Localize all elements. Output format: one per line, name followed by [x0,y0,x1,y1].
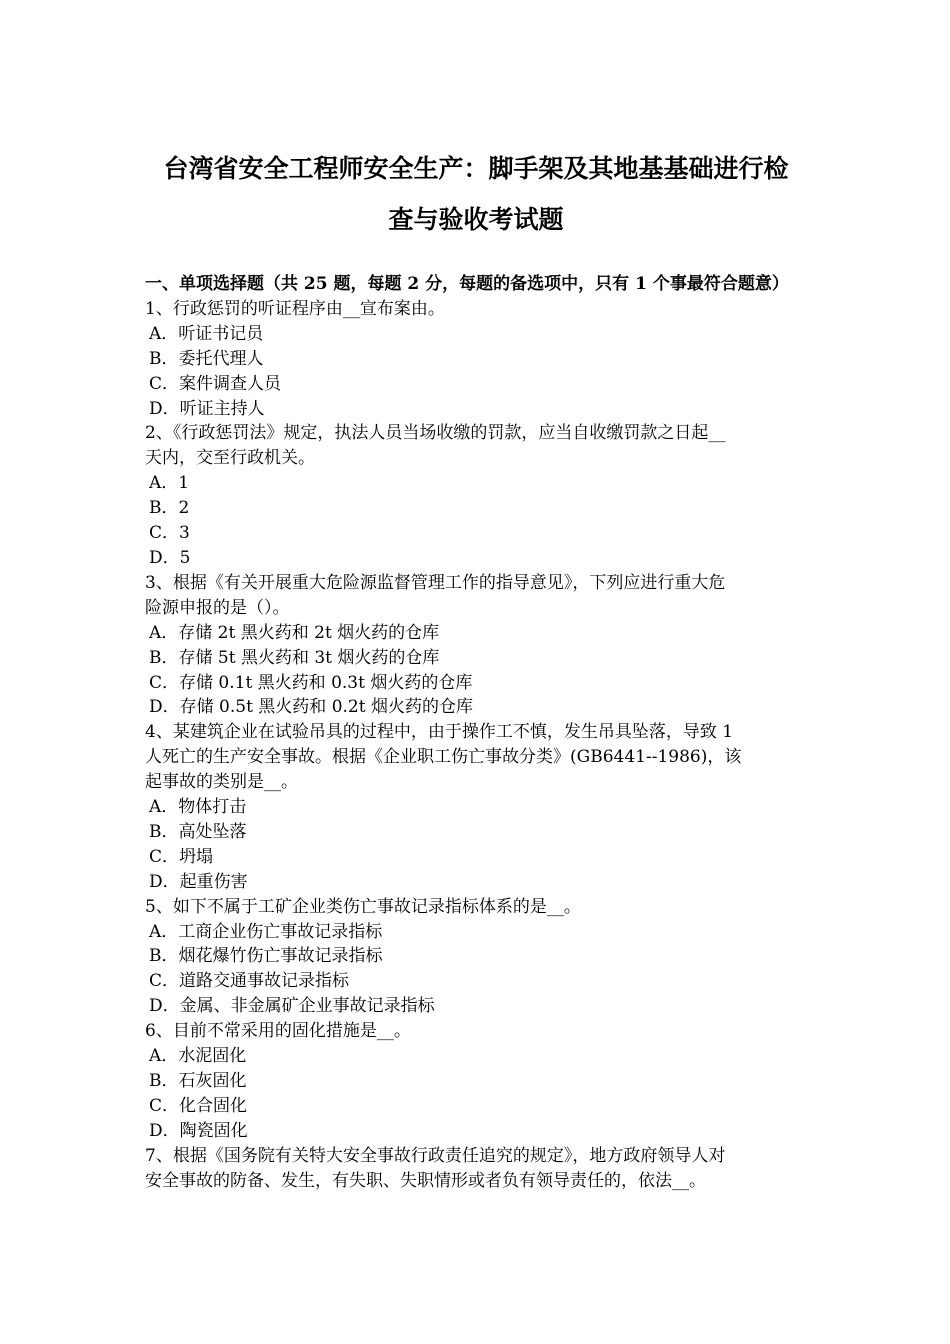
question-text-line: 6、目前不常采用的固化措施是__。 [145,1021,411,1042]
answer-option: D．金属、非金属矿企业事故记录指标 [149,996,435,1017]
question-4 [145,720,807,894]
question-text-line: 人死亡的生产安全事故。根据《企业职工伤亡事故分类》(GB6441--1986)，该 [145,747,742,768]
question-text-line: 2、《行政惩罚法》规定，执法人员当场收缴的罚款，应当自收缴罚款之日起__ [145,423,726,444]
answer-option: C．3 [149,523,190,544]
document-body [145,272,807,1194]
answer-option: D．听证主持人 [149,398,265,419]
answer-option: A．存储 2t 黑火药和 2t 烟火药的仓库 [149,622,440,643]
answer-option: C．化合固化 [149,1095,248,1116]
question-text-line: 5、如下不属于工矿企业类伤亡事故记录指标体系的是__。 [145,896,581,917]
question-2 [145,421,807,570]
answer-option: A．1 [149,473,190,494]
answer-option: A．工商企业伤亡事故记录指标 [149,921,383,942]
question-text-line: 3、根据《有关开展重大危险源监督管理工作的指导意见》，下列应进行重大危 [145,572,726,593]
question-7 [145,1144,807,1194]
document-title-line-1: 台湾省安全工程师安全生产：脚手架及其地基基础进行检 [163,154,789,183]
question-6 [145,1019,807,1144]
document-title-line-2: 查与验收考试题 [388,205,564,234]
question-3 [145,571,807,720]
question-1 [145,297,807,422]
answer-option: D．陶瓷固化 [149,1120,248,1141]
answer-option: D．起重伤害 [149,871,248,892]
answer-option: B．2 [149,498,190,519]
answer-option: A．物体打击 [149,797,247,818]
answer-option: C．道路交通事故记录指标 [149,971,350,992]
question-list [145,297,807,1194]
question-text-line: 7、根据《国务院有关特大安全事故行政责任追究的规定》，地方政府领导人对 [145,1145,726,1166]
answer-option: D．存储 0.5t 黑火药和 0.2t 烟火药的仓库 [149,697,473,718]
section-heading: 一、单项选择题（共 25 题，每题 2 分，每题的备选项中，只有 1 个事最符合题意） [145,274,789,294]
answer-option: A．听证书记员 [149,323,264,344]
answer-option: C．存储 0.1t 黑火药和 0.3t 烟火药的仓库 [149,672,473,693]
question-text-line: 起事故的类别是__。 [145,772,298,793]
question-text-line: 天内，交至行政机关。 [145,448,315,469]
answer-option: B．存储 5t 黑火药和 3t 烟火药的仓库 [149,647,440,668]
question-text-line: 1、行政惩罚的听证程序由__宣布案由。 [145,298,445,319]
question-5 [145,895,807,1020]
answer-option: B．石灰固化 [149,1071,247,1091]
answer-option: B．委托代理人 [149,348,264,369]
answer-option: C．案件调查人员 [149,373,282,394]
answer-option: B．烟花爆竹伤亡事故记录指标 [149,946,383,967]
question-text-line: 安全事故的防备、发生，有失职、失职情形或者负有领导责任的，依法__。 [145,1170,706,1191]
question-text-line: 险源申报的是（）。 [145,597,290,618]
answer-option: A．水泥固化 [149,1046,247,1067]
question-text-line: 4、某建筑企业在试验吊具的过程中，由于操作工不慎，发生吊具坠落，导致 1 [145,722,734,743]
answer-option: C．坍塌 [149,846,214,867]
answer-option: D．5 [149,547,191,568]
answer-option: B．高处坠落 [149,821,247,842]
